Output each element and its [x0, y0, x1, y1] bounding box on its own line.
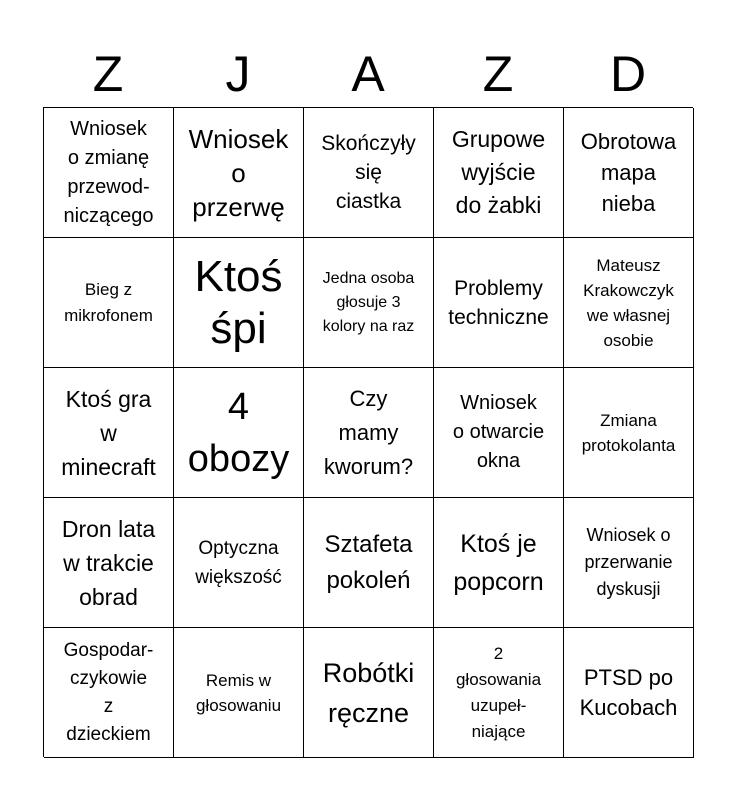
cell-text: Wniosek o przerwanie dyskusji: [584, 525, 673, 599]
header-letter: J: [225, 46, 251, 102]
cell-text: Wniosek o zmianę przewod- niczącego: [63, 117, 154, 227]
header-letter: Z: [482, 46, 514, 102]
header-letter: D: [609, 46, 647, 102]
cell-text: Ktoś śpi: [194, 251, 283, 353]
bingo-cell[interactable]: [564, 238, 694, 368]
bingo-cell[interactable]: [174, 368, 304, 498]
bingo-cell[interactable]: [44, 368, 174, 498]
bingo-cell[interactable]: [174, 498, 304, 628]
cell-text: Robótki ręczne: [322, 657, 415, 728]
bingo-header: [43, 40, 693, 108]
bingo-cell[interactable]: [564, 108, 694, 238]
bingo-cell[interactable]: [44, 108, 174, 238]
cell-text: Gospodar- czykowie z dzieckiem: [63, 639, 154, 745]
bingo-cell[interactable]: [304, 238, 434, 368]
bingo-cell[interactable]: [44, 238, 174, 368]
cell-text: Czy mamy kworum?: [323, 385, 414, 479]
cell-text: Skończyły się ciastka: [321, 132, 416, 213]
cell-text: Jedna osoba głosuje 3 kolory na raz: [322, 269, 415, 335]
cell-text: Sztafeta pokoleń: [324, 530, 413, 594]
cell-text: Bieg z mikrofonem: [64, 279, 153, 325]
cell-text: Ktoś gra w minecraft: [61, 385, 156, 480]
cell-text: Optyczna większość: [195, 537, 282, 588]
cell-text: Problemy techniczne: [448, 276, 549, 329]
bingo-cell[interactable]: [434, 498, 564, 628]
bingo-cell[interactable]: [304, 628, 434, 758]
bingo-cell[interactable]: [174, 238, 304, 368]
bingo-cell[interactable]: [434, 368, 564, 498]
cell-text: Ktoś je popcorn: [453, 529, 544, 596]
bingo-cell[interactable]: [564, 368, 694, 498]
bingo-grid: [43, 107, 693, 757]
bingo-cell[interactable]: [564, 498, 694, 628]
cell-text: Grupowe wyjście do żabki: [451, 126, 546, 218]
header-letter: A: [351, 46, 385, 102]
bingo-cell[interactable]: [174, 628, 304, 758]
cell-text: Dron lata w trakcie obrad: [61, 515, 156, 610]
cell-text: Mateusz Krakowczyk we własnej osobie: [583, 255, 674, 350]
header-letter: Z: [92, 46, 124, 102]
cell-text: Zmiana protokolanta: [581, 410, 676, 455]
bingo-cell[interactable]: [44, 498, 174, 628]
bingo-cell[interactable]: [434, 108, 564, 238]
bingo-cell[interactable]: [304, 368, 434, 498]
bingo-cell[interactable]: [434, 628, 564, 758]
bingo-cell[interactable]: [304, 108, 434, 238]
cell-text: PTSD po Kucobach: [579, 664, 678, 720]
cell-text: 4 obozy: [187, 385, 290, 480]
cell-text: Remis w głosowaniu: [195, 670, 282, 715]
cell-text: Wniosek o przerwę: [188, 123, 289, 222]
cell-text: 2 głosowania uzupeł- niające: [455, 643, 542, 741]
bingo-cell[interactable]: [304, 498, 434, 628]
cell-text: Wniosek o otwarcie okna: [452, 392, 545, 472]
bingo-cell[interactable]: [434, 238, 564, 368]
bingo-cell[interactable]: [564, 628, 694, 758]
bingo-cell[interactable]: [174, 108, 304, 238]
cell-text: Obrotowa mapa nieba: [580, 129, 677, 216]
bingo-cell[interactable]: [44, 628, 174, 758]
